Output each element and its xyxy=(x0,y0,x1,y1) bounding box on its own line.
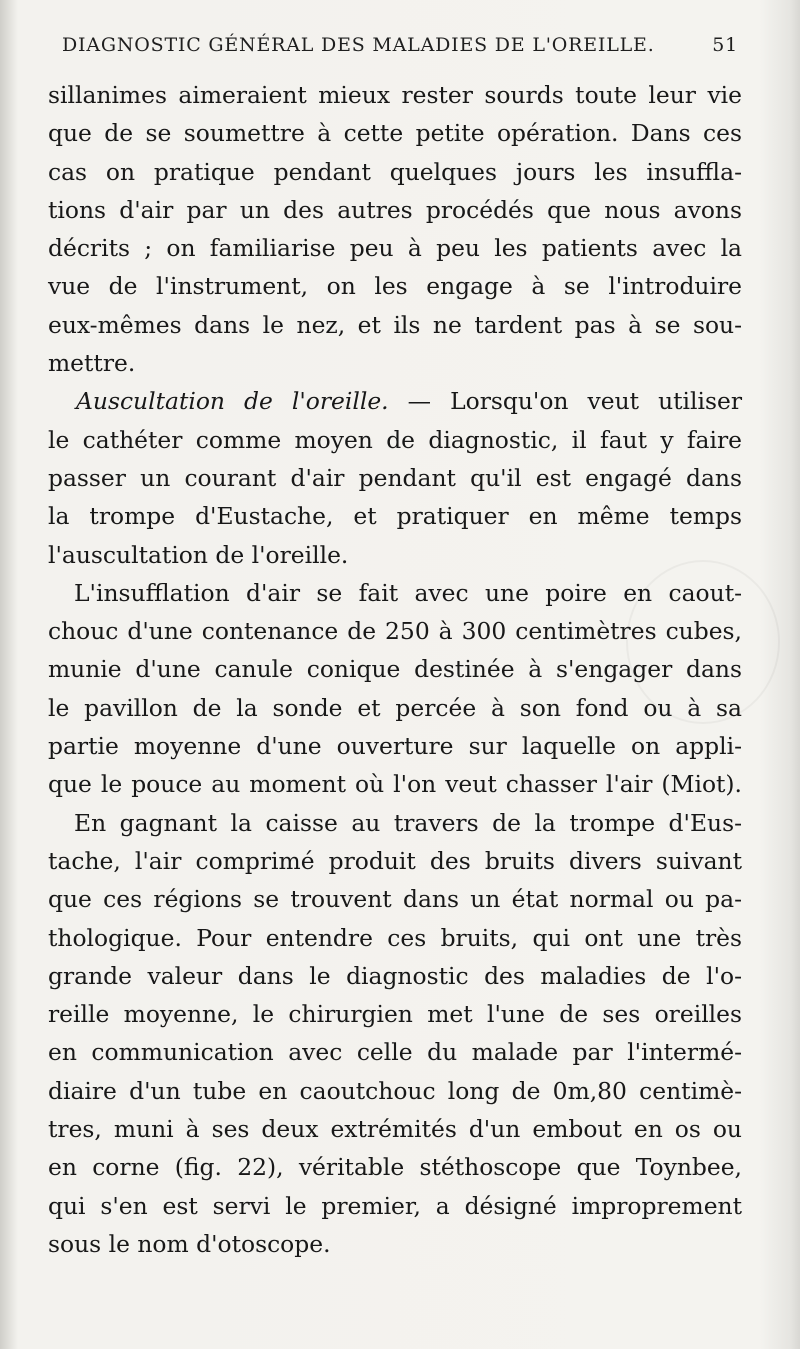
running-title: DIAGNOSTIC GÉNÉRAL DES MALADIES DE L'OREILLE. xyxy=(62,34,655,56)
text-line: munie d'une canule conique destinée à s'engager dans xyxy=(48,655,742,684)
text-line: tres, muni à ses deux extrémités d'un embout en os ou xyxy=(48,1115,742,1144)
text-line: en communication avec celle du malade par l'intermé- xyxy=(48,1038,742,1067)
running-header xyxy=(62,34,738,56)
text-line: eux-mêmes dans le nez, et ils ne tardent pas à se sou- xyxy=(48,310,742,339)
body-text xyxy=(48,76,742,1263)
text-line: passer un courant d'air pendant qu'il est engagé dans xyxy=(48,463,742,492)
text-line: en corne (fig. 22), véritable stéthoscope que Toynbee, xyxy=(48,1153,742,1182)
section-heading-line xyxy=(48,382,742,420)
text-line: que ces régions se trouvent dans un état normal ou pa- xyxy=(48,885,742,914)
text-line: L'insufflation d'air se fait avec une poire en caout- xyxy=(74,578,742,607)
text-line: diaire d'un tube en caoutchouc long de 0m,80 centimè- xyxy=(48,1076,742,1105)
text-line: la trompe d'Eustache, et pratiquer en même temps xyxy=(48,502,742,531)
text-line: partie moyenne d'une ouverture sur laquelle on appli- xyxy=(48,732,742,761)
page-number: 51 xyxy=(712,34,738,56)
text-line: tions d'air par un des autres procédés que nous avons xyxy=(48,195,742,224)
text-line: que de se soumettre à cette petite opération. Dans ces xyxy=(48,119,742,148)
text-line: reille moyenne, le chirurgien met l'une de ses oreilles xyxy=(48,1000,742,1029)
text-line: mettre. xyxy=(48,349,136,378)
text-line: le pavillon de la sonde et percée à son fond ou à sa xyxy=(48,693,742,722)
text-line: En gagnant la caisse au travers de la trompe d'Eus- xyxy=(74,808,742,837)
section-heading: Auscultation de l'oreille. xyxy=(76,387,389,416)
text-line: le cathéter comme moyen de diagnostic, il faut y faire xyxy=(48,425,742,454)
text-line: tache, l'air comprimé produit des bruits divers suivant xyxy=(48,846,742,875)
text-fragment: — Lorsqu'on veut utiliser xyxy=(407,387,743,416)
text-line: qui s'en est servi le premier, a désigné improprement xyxy=(48,1191,742,1220)
text-line: l'auscultation de l'oreille. xyxy=(48,540,349,569)
text-line: cas on pratique pendant quelques jours les insuffla- xyxy=(48,157,742,186)
text-line: vue de l'instrument, on les engage à se l'introduire xyxy=(48,272,742,301)
text-line: sillanimes aimeraient mieux rester sourds toute leur vie xyxy=(48,81,742,109)
text-line: grande valeur dans le diagnostic des maladies de l'o- xyxy=(48,961,742,990)
text-line: chouc d'une contenance de 250 à 300 centimètres cubes, xyxy=(48,617,742,646)
text-line: thologique. Pour entendre ces bruits, qui ont une très xyxy=(48,923,742,952)
text-line: décrits ; on familiarise peu à peu les patients avec la xyxy=(48,234,742,263)
text-line: sous le nom d'otoscope. xyxy=(48,1229,331,1258)
text-line: que le pouce au moment où l'on veut chasser l'air (Miot). xyxy=(48,770,742,799)
